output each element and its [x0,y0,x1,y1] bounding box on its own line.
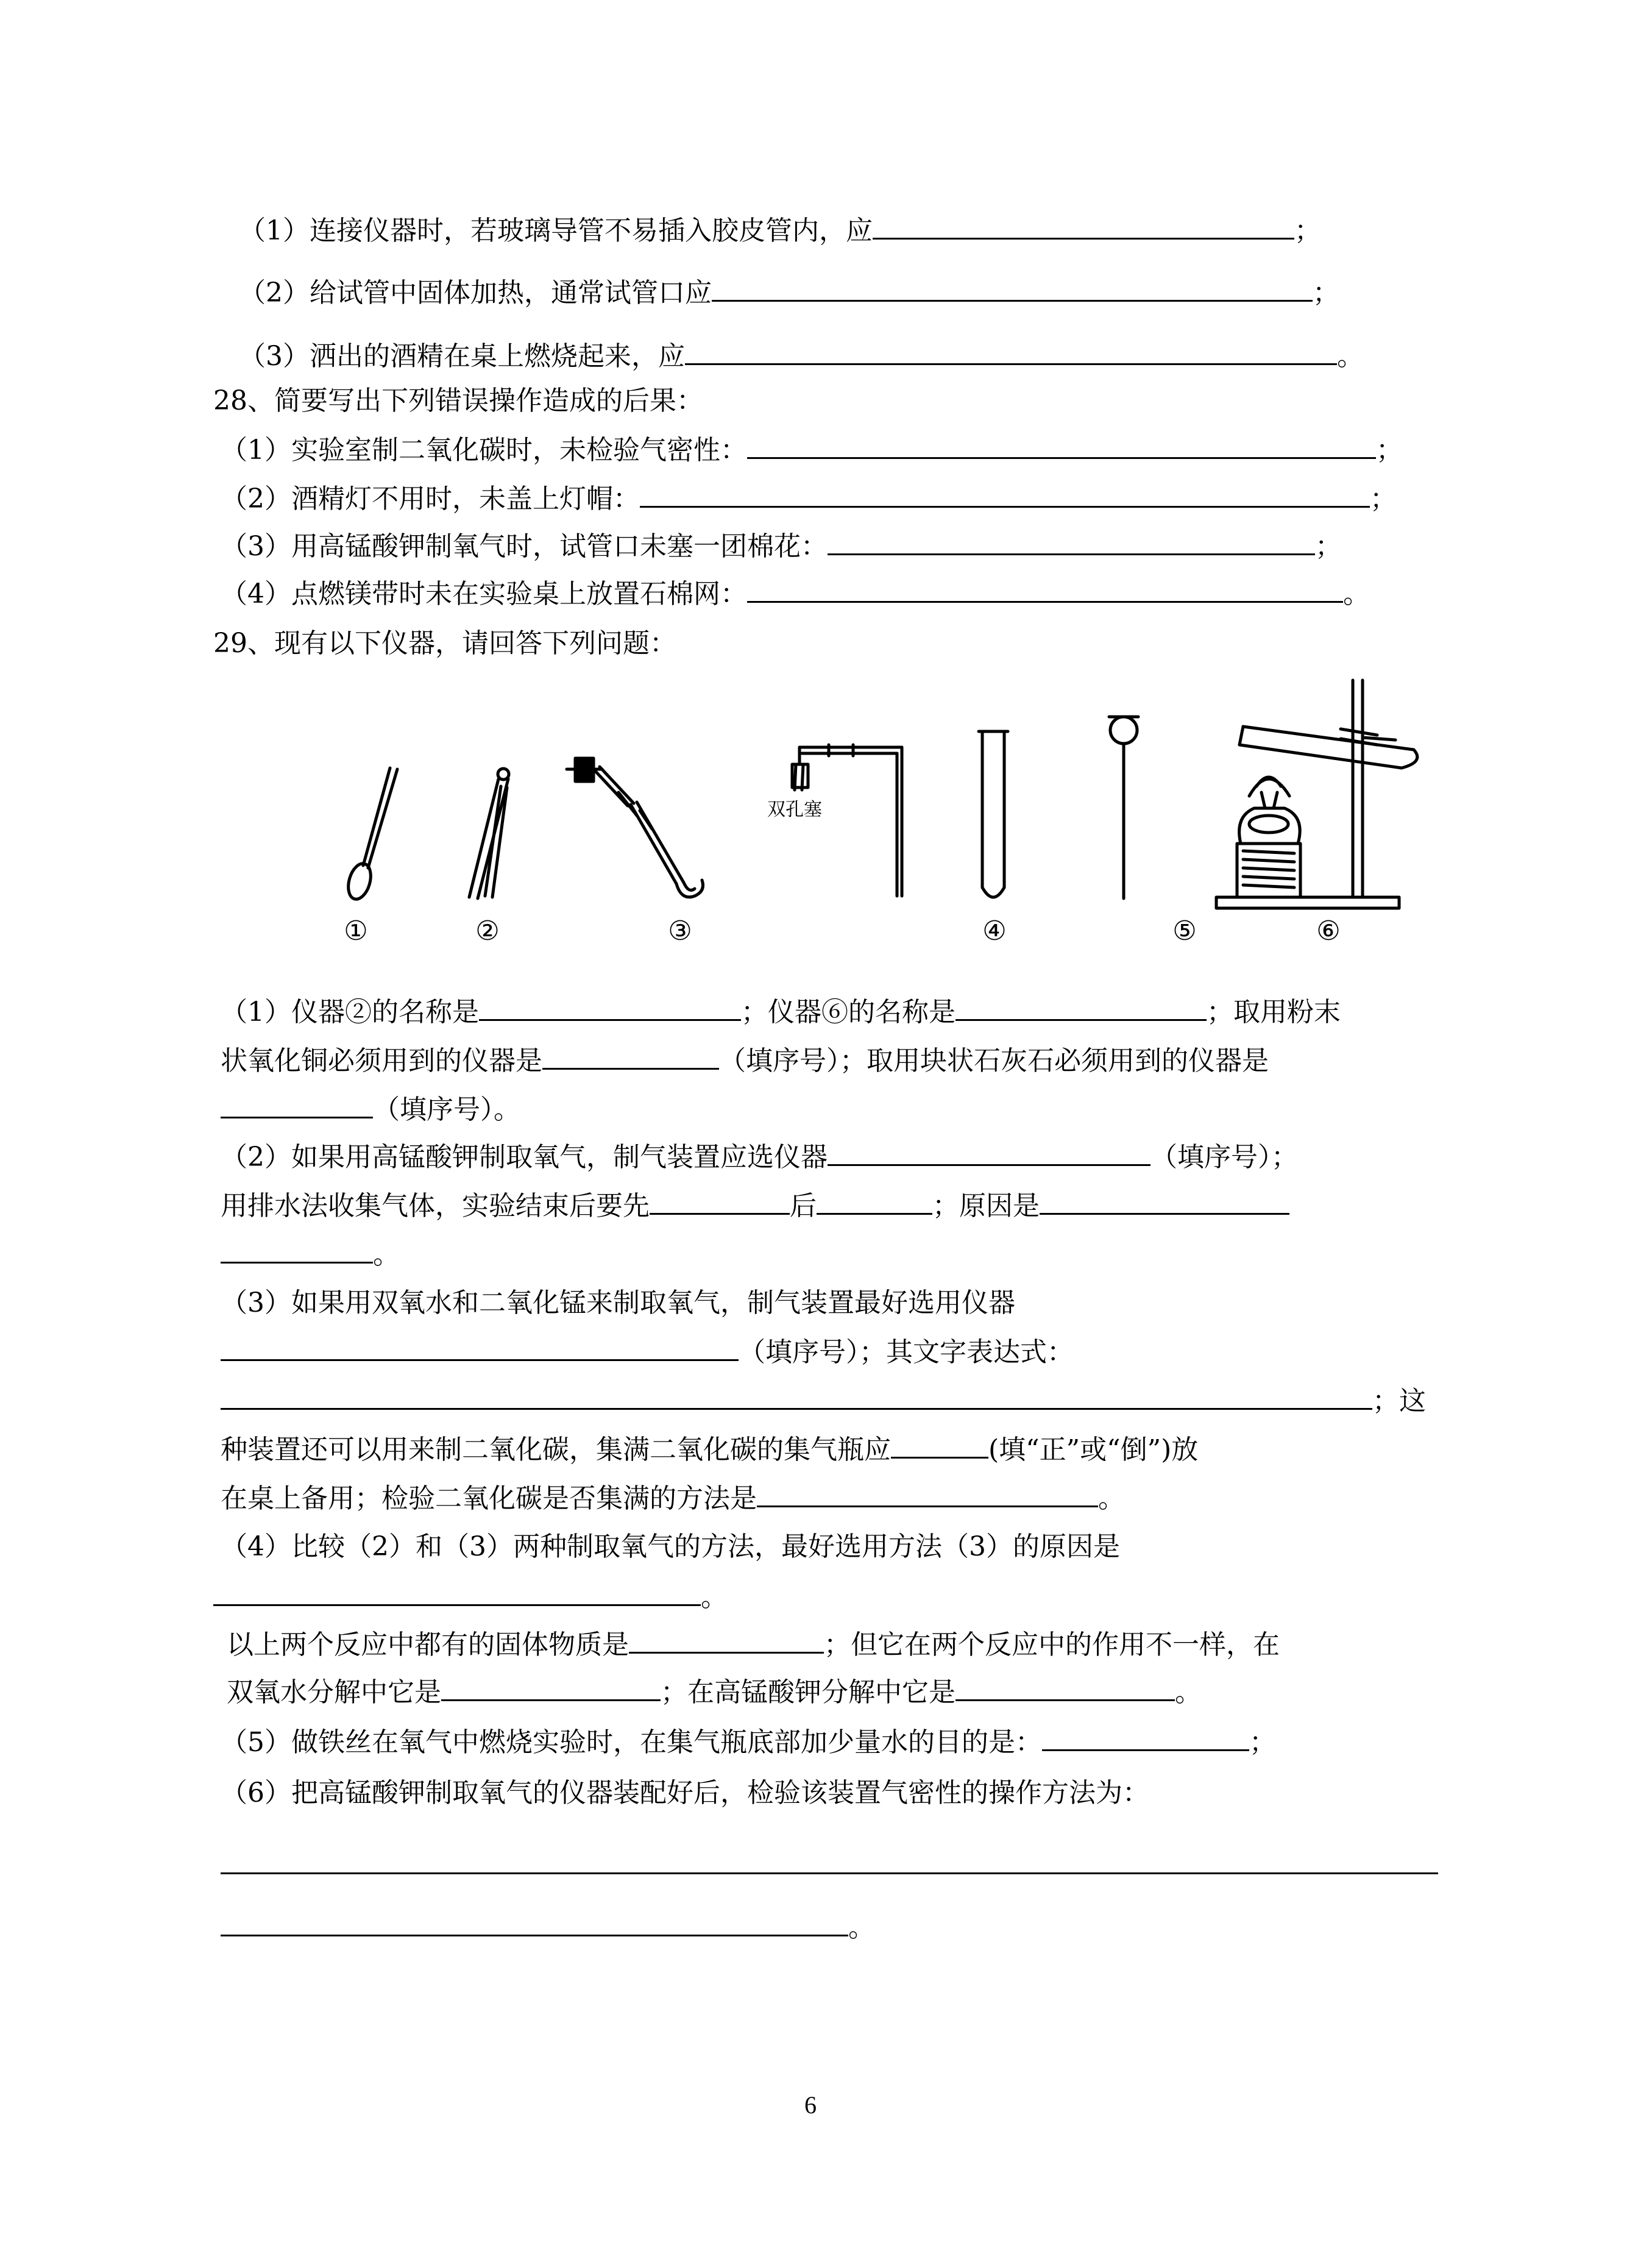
instrument-label-5: ⑤ [1172,915,1197,947]
q29-p3-line-5: 在桌上备用；检验二氧化碳是否集满的方法是 。 [221,1481,1125,1515]
q29-p1-line-1: （1）仪器②的名称是 ；仪器⑥的名称是 ；取用粉末 [221,995,1341,1029]
instrument-label-6: ⑥ [1316,915,1341,947]
q29-p3-line-1: （3）如果用双氧水和二氧化锰来制取氧气，制气装置最好选用仪器 [221,1287,1015,1318]
q29-p1-line-3: （填序号）。 [221,1092,520,1126]
q28-item-1: （1）实验室制二氧化碳时，未检验气密性： ； [221,433,1403,467]
combustion-spoon-icon [567,758,703,897]
answer-blank[interactable] [542,1043,719,1070]
answer-blank[interactable] [817,1189,932,1215]
answer-blank[interactable] [629,1627,824,1654]
q27-item-1: （1）连接仪器时，若玻璃导管不易插入胶皮管内，应 ； [239,213,1321,247]
heating-apparatus-icon [1216,680,1417,908]
page-number: 6 [804,2091,817,2119]
tweezers-icon [469,769,509,898]
q29-p4-line-3: 以上两个反应中都有的固体物质是 ；但它在两个反应中的作用不一样，在 [227,1627,1280,1662]
instrument-label-2: ② [475,915,500,947]
answer-blank[interactable] [221,1237,373,1264]
test-tube-icon [979,731,1008,897]
answer-blank[interactable] [221,1335,739,1361]
q27-item-3: （3）洒出的酒精在桌上燃烧起来，应 。 [239,339,1364,373]
q29-p6-line-2: 。 [221,1910,875,1944]
answer-blank[interactable] [221,1910,848,1936]
answer-blank[interactable] [221,1384,1372,1410]
answer-line[interactable] [221,1872,1438,1874]
q29-p2-line-3: 。 [221,1237,400,1271]
q29-p5-line: （5）做铁丝在氧气中燃烧实验时，在集气瓶底部加少量水的目的是： ； [221,1725,1276,1759]
answer-blank[interactable] [1042,1725,1249,1751]
answer-blank[interactable] [221,1092,373,1118]
q29-p1-line-2: 状氧化铜必须用到的仪器是 （填序号）；取用块状石灰石必须用到的仪器是 [221,1043,1269,1078]
answer-blank[interactable] [441,1675,661,1701]
q28-item-4: （4）点燃镁带时未在实验桌上放置石棉网： 。 [221,577,1370,611]
instrument-label-1: ① [344,915,368,947]
answer-blank[interactable] [956,1675,1175,1701]
q28-item-2: （2）酒精灯不用时，未盖上灯帽： ； [221,482,1397,516]
q29-p4-line-4: 双氧水分解中它是 ；在高锰酸钾分解中它是 。 [227,1675,1202,1709]
q29-p3-line-2: （填序号）；其文字表达式： [221,1335,1074,1369]
medicine-spoon-icon [344,768,397,902]
q29-p4-line-1: （4）比较（2）和（3）两种制取氧气的方法，最好选用方法（3）的原因是 [221,1531,1120,1562]
answer-blank[interactable] [213,1580,701,1606]
answer-blank[interactable] [956,995,1207,1021]
q28-item-3: （3）用高锰酸钾制氧气时，试管口未塞一团棉花： ； [221,529,1342,563]
q29-title: 29、现有以下仪器，请回答下列问题： [213,628,676,659]
answer-blank[interactable] [1040,1189,1289,1215]
answer-blank[interactable] [891,1432,988,1459]
q29-p3-line-4: 种装置还可以用来制二氧化碳，集满二氧化碳的集气瓶应 (填“正”或“倒”)放 [221,1432,1198,1466]
answer-blank[interactable] [650,1189,790,1215]
q29-p3-line-3: ；这 [221,1384,1426,1418]
answer-blank[interactable] [828,1140,1150,1166]
q29-p6-line-1: （6）把高锰酸钾制取氧气的仪器装配好后，检验该装置气密性的操作方法为： [221,1777,1149,1808]
q28-title: 28、简要写出下列错误操作造成的后果： [213,385,703,416]
answer-blank[interactable] [479,995,741,1021]
instrument-label-3: ③ [668,915,692,947]
q29-p2-line-2: 用排水法收集气体，实验结束后要先 后 ；原因是 [221,1189,1289,1223]
q29-p2-line-1: （2）如果用高锰酸钾制取氧气，制气装置应选仪器 （填序号）； [221,1140,1298,1174]
two-hole-stopper-icon [792,745,902,896]
instrument-label-4: ④ [982,915,1007,947]
q29-p4-line-2: 。 [213,1580,728,1614]
dropper-icon [1109,717,1138,898]
stopper-label: 双孔塞 [767,799,822,820]
q27-item-2: （2）给试管中固体加热，通常试管口应 ； [239,276,1339,310]
answer-blank[interactable] [757,1481,1098,1507]
